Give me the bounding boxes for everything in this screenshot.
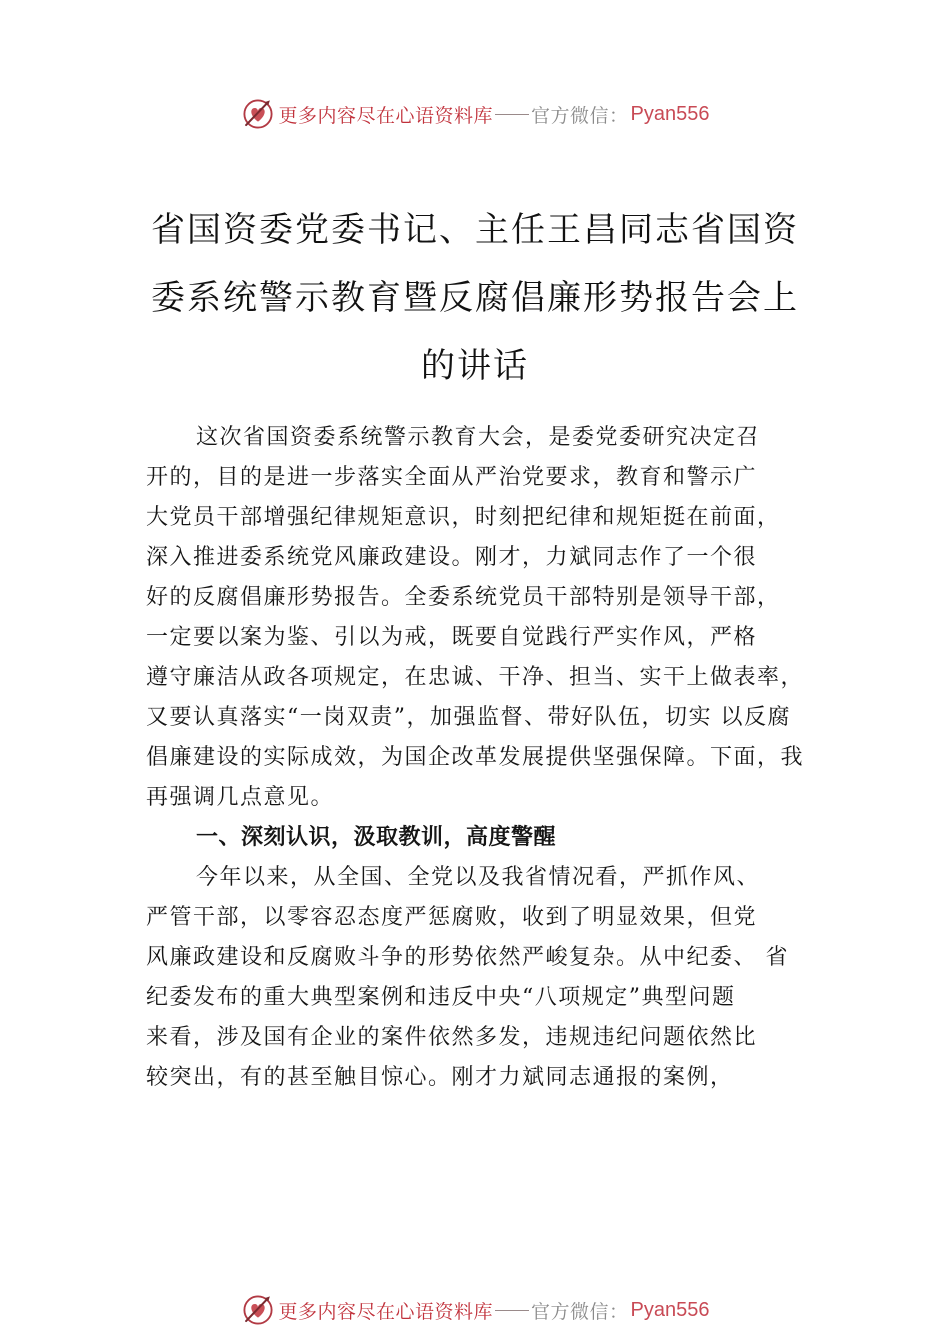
text-line: 又要认真落实“一岗双责”，加强监督、带好队伍，切实 以反腐 (146, 705, 791, 730)
brand-text: 更多内容尽在心语资料库 (278, 104, 494, 127)
account-id: Pyan556 (630, 102, 710, 125)
banner-dash-divider (495, 114, 529, 115)
text-line: 这次省国资委系统警示教育大会，是委党委研究决定召 (196, 425, 761, 450)
official-label: 官方微信： (531, 1300, 629, 1323)
text-line: 深入推进委系统党风廉政建设。刚才，力斌同志作了一个很 (146, 545, 758, 570)
text-line: 遵守廉洁从政各项规定，在忠诚、干净、担当、实干上做表率， (146, 665, 805, 690)
footer-watermark-banner (0, 1290, 950, 1330)
document-body (146, 418, 846, 1098)
document-title (140, 196, 810, 400)
section-heading: 一、深刻认识，汲取教训，高度警醒 (196, 825, 557, 850)
brand-text: 更多内容尽在心语资料库 (278, 1300, 494, 1323)
banner-dash-divider (495, 1310, 529, 1311)
text-line: 一定要以案为鉴、引以为戒，既要自觉践行严实作风，严格 (146, 625, 758, 650)
text-line: 大党员干部增强纪律规矩意识，时刻把纪律和规矩挺在前面， (146, 505, 781, 530)
text-line: 开的，目的是进一步落实全面从严治党要求，教育和警示广 (146, 465, 758, 490)
title-line: 委系统警示教育暨反腐倡廉形势报告会上 (151, 278, 799, 318)
header-watermark-banner (0, 94, 950, 134)
pen-heart-logo-icon (241, 97, 275, 131)
text-line: 风廉政建设和反腐败斗争的形势依然严峻复杂。从中纪委、 省 (146, 945, 789, 970)
text-line: 严管干部，以零容忍态度严惩腐败，收到了明显效果，但党 (146, 905, 758, 930)
paragraph-intro (146, 418, 846, 818)
paragraph-section-one (146, 858, 846, 1098)
title-line: 的讲话 (421, 346, 529, 386)
text-line: 纪委发布的重大典型案例和违反中央“八项规定”典型问题 (146, 985, 736, 1010)
text-line: 来看，涉及国有企业的案件依然多发，违规违纪问题依然比 (146, 1025, 758, 1050)
title-line: 省国资委党委书记、主任王昌同志省国资 (151, 210, 799, 250)
text-line: 再强调几点意见。 (146, 785, 335, 810)
text-line: 较突出，有的甚至触目惊心。刚才力斌同志通报的案例， (146, 1065, 734, 1090)
text-line: 倡廉建设的实际成效，为国企改革发展提供坚强保障。下面，我 (146, 745, 805, 770)
account-id: Pyan556 (630, 1298, 710, 1321)
text-line: 好的反腐倡廉形势报告。全委系统党员干部特别是领导干部， (146, 585, 781, 610)
text-line: 今年以来，从全国、全党以及我省情况看，严抓作风、 (196, 865, 761, 890)
official-label: 官方微信： (531, 104, 629, 127)
pen-heart-logo-icon (241, 1293, 275, 1327)
